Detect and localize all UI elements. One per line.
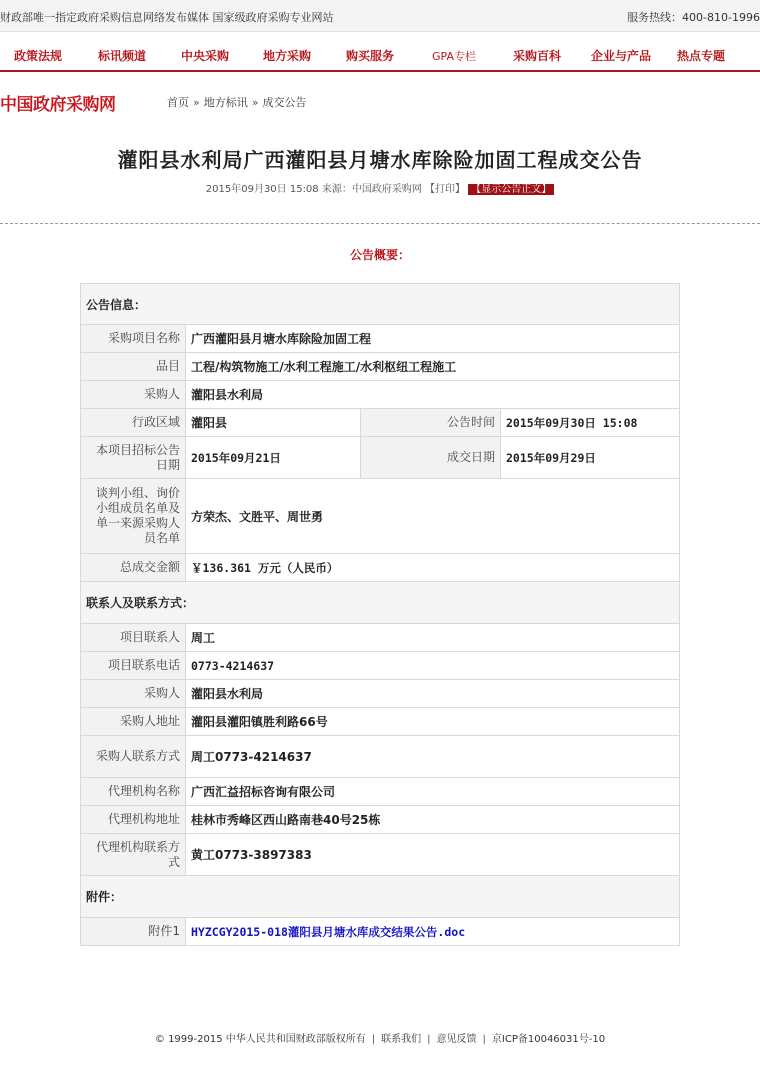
field-label: 项目联系人: [81, 624, 186, 652]
field-label: 代理机构联系方式: [81, 834, 186, 876]
agency-address-value: 桂林市秀峰区西山路南巷40号25栋: [186, 806, 680, 834]
field-label: 成交日期: [361, 437, 501, 479]
field-label: 采购人: [81, 680, 186, 708]
breadcrumb-local-tenders[interactable]: 地方标讯: [203, 96, 248, 109]
nav-item-hot-topics[interactable]: 热点专题: [677, 49, 726, 63]
breadcrumb-home[interactable]: 首页: [167, 96, 189, 109]
announcement-table: [80, 283, 680, 946]
divider: [0, 223, 760, 224]
table-row: [81, 582, 680, 624]
purchaser-contact-value: 周工0773-4214637: [186, 736, 680, 778]
copyright: © 1999-2015 中华人民共和国财政部版权所有: [154, 1034, 366, 1045]
nav-item-encyclopedia[interactable]: 采购百科: [513, 49, 562, 63]
field-label: 项目联系电话: [81, 652, 186, 680]
field-label: 采购人: [81, 381, 186, 409]
page-title: 灌阳县水利局广西灌阳县月塘水库除险加固工程成交公告: [117, 148, 643, 172]
purchaser-address-value: 灌阳县灌阳镇胜利路66号: [186, 708, 680, 736]
field-label: 代理机构地址: [81, 806, 186, 834]
table-row: [81, 834, 680, 876]
project-name-value: 广西灌阳县月塘水库除险加固工程: [186, 325, 680, 353]
bid-date-value: 2015年09月21日: [186, 437, 361, 479]
project-contact-value: 周工: [186, 624, 680, 652]
table-row: [81, 876, 680, 918]
nav-item-central[interactable]: 中央采购: [181, 49, 230, 63]
attachment-link[interactable]: HYZCGY2015-018灌阳县月塘水库成交结果公告.doc: [191, 924, 466, 939]
table-row: [81, 918, 680, 946]
table-row: [81, 325, 680, 353]
main-nav: [0, 38, 760, 72]
contact-us-link[interactable]: 联系我们: [381, 1034, 422, 1045]
field-label: 采购人地址: [81, 708, 186, 736]
top-bar: [0, 0, 760, 32]
breadcrumb: [167, 94, 306, 110]
purchaser-value: 灌阳县水利局: [186, 381, 680, 409]
panel-members-value: 方荣杰、文胜平、周世勇: [186, 479, 680, 554]
table-row: [81, 680, 680, 708]
purchaser-value-2: 灌阳县水利局: [186, 680, 680, 708]
nav-item-enterprise[interactable]: 企业与产品: [591, 49, 652, 63]
region-value: 灌阳县: [186, 409, 361, 437]
nav-item-local[interactable]: 地方采购: [263, 49, 312, 63]
table-row: [81, 624, 680, 652]
nav-item-tenders[interactable]: 标讯频道: [98, 49, 147, 63]
field-label: 谈判小组、询价小组成员名单及单一来源采购人员名单: [81, 479, 186, 554]
total-amount-value: ￥136.361 万元（人民币）: [186, 554, 680, 582]
field-label: 附件1: [81, 918, 186, 946]
field-label: 本项目招标公告日期: [81, 437, 186, 479]
table-row: [81, 806, 680, 834]
field-label: 品目: [81, 353, 186, 381]
article-meta: [0, 180, 760, 195]
footer-sep: |: [482, 1034, 486, 1045]
section-attachment: 附件：: [81, 876, 680, 918]
table-row: [81, 409, 680, 437]
icp-link[interactable]: 京ICP备10046031号-10: [491, 1034, 606, 1045]
nav-item-services[interactable]: 购买服务: [346, 49, 395, 63]
breadcrumb-deal-announcement[interactable]: 成交公告: [262, 96, 307, 109]
field-label: 公告时间: [361, 409, 501, 437]
footer-sep: |: [371, 1034, 376, 1045]
table-row: [81, 736, 680, 778]
table-row: [81, 708, 680, 736]
announce-time-value: 2015年09月30日 15:08: [501, 409, 680, 437]
attachment-cell: [186, 918, 680, 946]
site-logo[interactable]: 中国政府采购网: [0, 95, 116, 115]
nav-item-gpa[interactable]: GPA专栏: [432, 50, 476, 63]
show-body-button[interactable]: 【显示公告正文】: [468, 184, 554, 195]
table-row: [81, 479, 680, 554]
table-row: [81, 437, 680, 479]
footer: [0, 1030, 760, 1045]
field-label: 总成交金额: [81, 554, 186, 582]
site-slogan: 财政部唯一指定政府采购信息网络发布媒体 国家级政府采购专业网站: [0, 11, 334, 24]
article-source: 来源：中国政府采购网: [321, 184, 422, 195]
agency-name-value: 广西汇益招标咨询有限公司: [186, 778, 680, 806]
breadcrumb-sep: »: [251, 96, 259, 109]
deal-date-value: 2015年09月29日: [501, 437, 680, 479]
agency-contact-value: 黄工0773-3897383: [186, 834, 680, 876]
table-row: [81, 381, 680, 409]
section-announcement-info: 公告信息：: [81, 284, 680, 325]
footer-sep: |: [427, 1034, 431, 1045]
field-label: 代理机构名称: [81, 778, 186, 806]
service-hotline: 服务热线：400-810-1996: [627, 11, 760, 24]
category-value: 工程/构筑物施工/水利工程施工/水利枢纽工程施工: [186, 353, 680, 381]
publish-date: 2015年09月30日 15:08: [205, 184, 319, 195]
section-contact: 联系人及联系方式：: [81, 582, 680, 624]
table-row: [81, 554, 680, 582]
print-link[interactable]: 【打印】: [425, 184, 466, 195]
table-row: [81, 778, 680, 806]
field-label: 采购项目名称: [81, 325, 186, 353]
table-row: [81, 652, 680, 680]
overview-heading: 公告概要：: [349, 248, 410, 262]
project-phone-value: 0773-4214637: [186, 652, 680, 680]
table-row: [81, 284, 680, 325]
feedback-link[interactable]: 意见反馈: [436, 1034, 477, 1045]
field-label: 行政区域: [81, 409, 186, 437]
nav-item-policy[interactable]: 政策法规: [14, 49, 63, 63]
table-row: [81, 353, 680, 381]
breadcrumb-sep: »: [193, 96, 200, 109]
field-label: 采购人联系方式: [81, 736, 186, 778]
